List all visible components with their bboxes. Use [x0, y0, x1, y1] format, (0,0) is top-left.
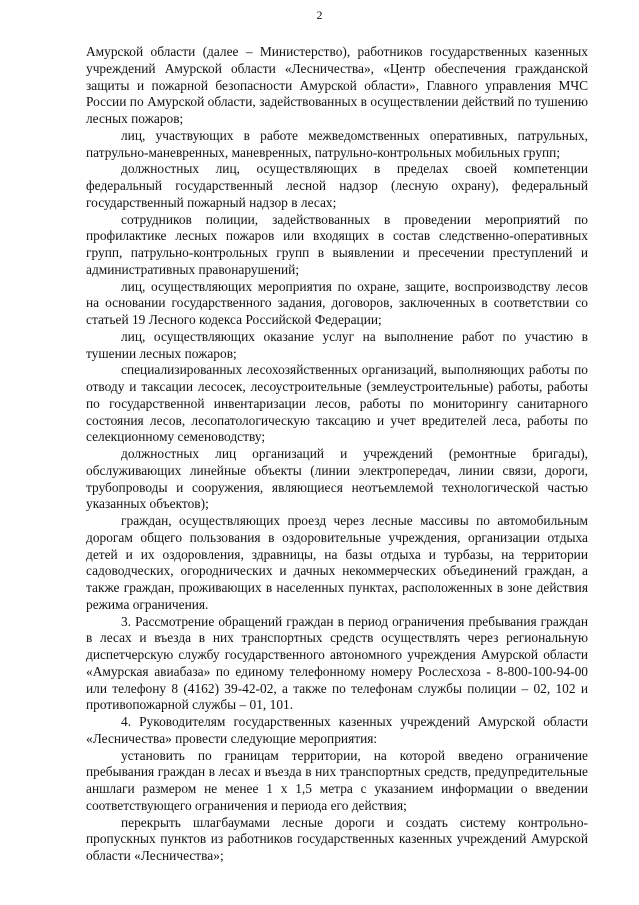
paragraph-firefighting-services: лиц, осуществляющих оказание услуг на выполнение работ по участию в тушении лесных пожаров;	[86, 328, 588, 361]
paragraph-item-4: 4. Руководителям государственных казенных учреждений Амурской области «Лесничества» провести следующие мероприятия:	[86, 714, 588, 746]
paragraph-linear-objects: должностных лиц организаций и учреждений (ремонтные бригады), обслуживающих линейные объекты (линии электропередач, линии связи, дороги, трубопроводы и сооружения, являющиеся неотъемлемой технологической частью указанных объектов);	[86, 446, 588, 512]
paragraph-item-3: 3. Рассмотрение обращений граждан в период ограничения пребывания граждан в лесах и въезда в них транспортных средств осуществлять через региональную диспетчерскую службу государственного автономного учреждения Амурской области «Амурская авиабаза» по единому телефонному номеру Рослесхоза - 8-800-100-94-00 или телефону 8 (4162) 39-42-02, а также по телефонам службы полиции – 02, 102 и противопожарной службы – 01, 101.	[86, 613, 588, 713]
paragraph-forest-supervision: должностных лиц, осуществляющих в пределах своей компетенции федеральный государственный лесной надзор (лесную охрану), федеральный государственный пожарный надзор в лесах;	[86, 161, 588, 210]
paragraph-forestry-organizations: специализированных лесохозяйственных организаций, выполняющих работы по отводу и таксации лесосек, лесоустроительные (землеустроительные) работы, работы по государственной инвентаризации лесов, работы по мониторингу санитарного состояния лесов, лесопатологическую таксацию и учет вредителей леса, работы по селекционному семеноводству;	[86, 362, 588, 445]
document-body	[86, 44, 588, 865]
page-number: 2	[316, 8, 323, 22]
paragraph-intro-continuation: Амурской области (далее – Министерство), работников государственных казенных учреждений Амурской области «Лесничества», «Центр обеспечения гражданской защиты и пожарной безопасности Амурской области», Главного управления МЧС России по Амурской области, задействованных в осуществлении действий по тушению лесных пожаров;	[86, 44, 588, 126]
paragraph-police: сотрудников полиции, задействованных в проведении мероприятий по профилактике лесных пожаров или входящих в состав следственно-оперативных групп, патрульно-контрольных групп в выявлении и пресечении преступлений и административных правонарушений;	[86, 211, 588, 277]
paragraph-citizens-transit: граждан, осуществляющих проезд через лесные массивы по автомобильным дорогам общего пользования в оздоровительные учреждения, организации отдыха детей и их оздоровления, здравницы, на базы отдыха и турбазы, на территории садоводческих, огороднических и дачных некоммерческих объединений граждан, а также граждан, проживающих в населенных пунктах, расположенных в зоне действия режима ограничения.	[86, 513, 588, 612]
paragraph-warning-signs: установить по границам территории, на которой введено ограничение пребывания граждан в лесах и въезда в них транспортных средств, предупредительные аншлаги размером не менее 1 х 1,5 метра с указанием информации о введении соответствующего ограничения и периода его действия;	[86, 747, 588, 813]
paragraph-forest-protection: лиц, осуществляющих мероприятия по охране, защите, воспроизводству лесов на основании государственного задания, договоров, заключенных в соответствии со статьей 19 Лесного кодекса Российской Федерации;	[86, 278, 588, 327]
paragraph-barriers: перекрыть шлагбаумами лесные дороги и создать систему контрольно-пропускных пунктов из работников государственных казенных учреждений Амурской области «Лесничества»;	[86, 814, 588, 863]
paragraph-mobile-groups: лиц, участвующих в работе межведомственных оперативных, патрульных, патрульно-маневренных, маневренных, патрульно-контрольных мобильных групп;	[86, 127, 588, 160]
